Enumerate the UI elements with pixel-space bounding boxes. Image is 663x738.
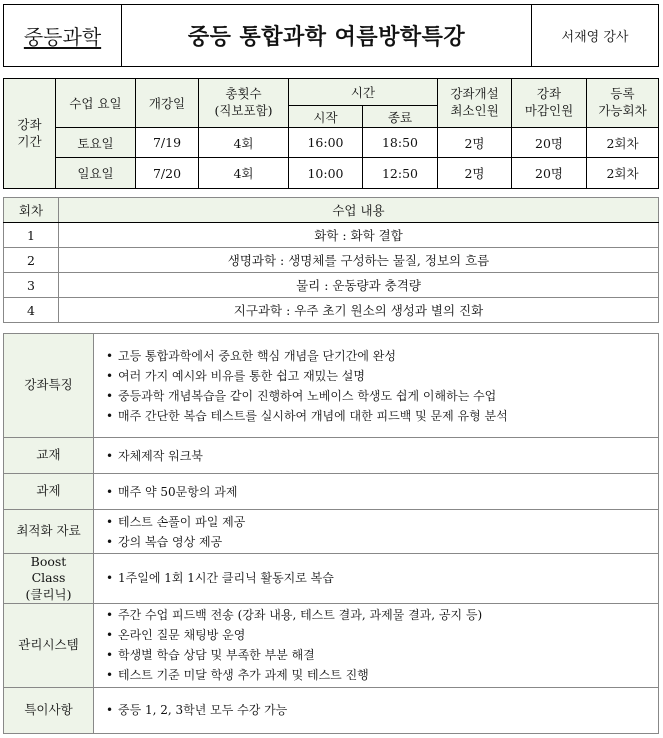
features-list <box>104 346 658 426</box>
header-content: 수업 내용 <box>59 198 659 223</box>
features-label: 강좌특징 <box>4 334 94 438</box>
textbook-row <box>4 438 659 474</box>
row-max: 20명 <box>512 128 587 158</box>
round-content: 지구과학 : 우주 초기 원소의 생성과 별의 진화 <box>59 298 659 323</box>
page-title: 중등 통합과학 여름방학특강 <box>122 5 532 67</box>
homework-row <box>4 474 659 510</box>
list-item: • 학생별 학습 상담 및 부족한 부분 해결 <box>104 645 658 665</box>
header-start-date: 개강일 <box>136 79 199 128</box>
row-end: 12:50 <box>363 158 438 189</box>
list-item: • 중등 1, 2, 3학년 모두 수강 가능 <box>104 700 658 720</box>
schedule-table <box>3 78 659 189</box>
header-round: 회차 <box>4 198 59 223</box>
header-time-start: 시작 <box>289 106 363 128</box>
brand-logo-text: 중등과학 <box>4 5 122 67</box>
row-day: 토요일 <box>56 128 136 158</box>
list-item: • 중등과학 개념복습을 같이 진행하여 노베이스 학생도 쉽게 이해하는 수업 <box>104 386 658 406</box>
row-count: 2회차 <box>587 128 659 158</box>
header-day: 수업 요일 <box>56 79 136 128</box>
period-label: 강좌 기간 <box>4 79 56 189</box>
table-row <box>4 298 659 323</box>
list-item: • 매주 간단한 복습 테스트를 실시하여 개념에 대한 피드백 및 문제 유형 분석 <box>104 406 658 426</box>
round-content: 화학 : 화학 결합 <box>59 223 659 248</box>
row-date: 7/20 <box>136 158 199 189</box>
list-item: • 매주 약 50문항의 과제 <box>104 482 658 502</box>
notes-row <box>4 687 659 733</box>
round-number: 4 <box>4 298 59 323</box>
homework-label: 과제 <box>4 474 94 510</box>
round-content: 생명과학 : 생명체를 구성하는 물질, 정보의 흐름 <box>59 248 659 273</box>
header-time-end: 종료 <box>363 106 438 128</box>
table-row <box>4 248 659 273</box>
management-row <box>4 603 659 687</box>
list-item: • 고등 통합과학에서 중요한 핵심 개념을 단기간에 완성 <box>104 346 658 366</box>
row-count: 2회차 <box>587 158 659 189</box>
header-close-enroll: 강좌 마감인원 <box>512 79 587 128</box>
list-item: • 테스트 손풀이 파일 제공 <box>104 512 658 532</box>
features-row <box>4 334 659 438</box>
row-start: 16:00 <box>289 128 363 158</box>
management-label: 관리시스템 <box>4 603 94 687</box>
textbook-label: 교재 <box>4 438 94 474</box>
curriculum-table <box>3 197 659 323</box>
row-sessions: 4회 <box>199 158 289 189</box>
boost-row <box>4 554 659 604</box>
course-header <box>3 4 659 67</box>
list-item: • 자체제작 워크북 <box>104 446 658 466</box>
header-enroll-count: 등록 가능회차 <box>587 79 659 128</box>
table-row <box>4 273 659 298</box>
table-row <box>4 158 659 189</box>
row-min: 2명 <box>438 158 512 189</box>
round-content: 물리 : 운동량과 충격량 <box>59 273 659 298</box>
list-item: • 여러 가지 예시와 비유를 통한 쉽고 재밌는 설명 <box>104 366 658 386</box>
row-max: 20명 <box>512 158 587 189</box>
row-date: 7/19 <box>136 128 199 158</box>
round-number: 2 <box>4 248 59 273</box>
header-time: 시간 <box>289 79 438 106</box>
course-info-table <box>3 333 659 734</box>
row-end: 18:50 <box>363 128 438 158</box>
table-row <box>4 223 659 248</box>
row-min: 2명 <box>438 128 512 158</box>
list-item: • 강의 복습 영상 제공 <box>104 532 658 552</box>
list-item: • 주간 수업 피드백 전송 (강좌 내용, 테스트 결과, 과제물 결과, 공지 등) <box>104 605 658 625</box>
teacher-name: 서재영 강사 <box>532 5 659 67</box>
notes-label: 특이사항 <box>4 687 94 733</box>
row-start: 10:00 <box>289 158 363 189</box>
materials-row <box>4 510 659 554</box>
header-min-enroll: 강좌개설 최소인원 <box>438 79 512 128</box>
boost-label: Boost Class (클리닉) <box>4 554 94 604</box>
materials-label: 최적화 자료 <box>4 510 94 554</box>
row-sessions: 4회 <box>199 128 289 158</box>
table-row <box>4 128 659 158</box>
row-day: 일요일 <box>56 158 136 189</box>
list-item: • 온라인 질문 채팅방 운영 <box>104 625 658 645</box>
round-number: 1 <box>4 223 59 248</box>
list-item: • 1주일에 1회 1시간 클리닉 활동지로 복습 <box>104 568 658 588</box>
round-number: 3 <box>4 273 59 298</box>
header-sessions: 총횟수 (직보포함) <box>199 79 289 128</box>
list-item: • 테스트 기준 미달 학생 추가 과제 및 테스트 진행 <box>104 665 658 685</box>
